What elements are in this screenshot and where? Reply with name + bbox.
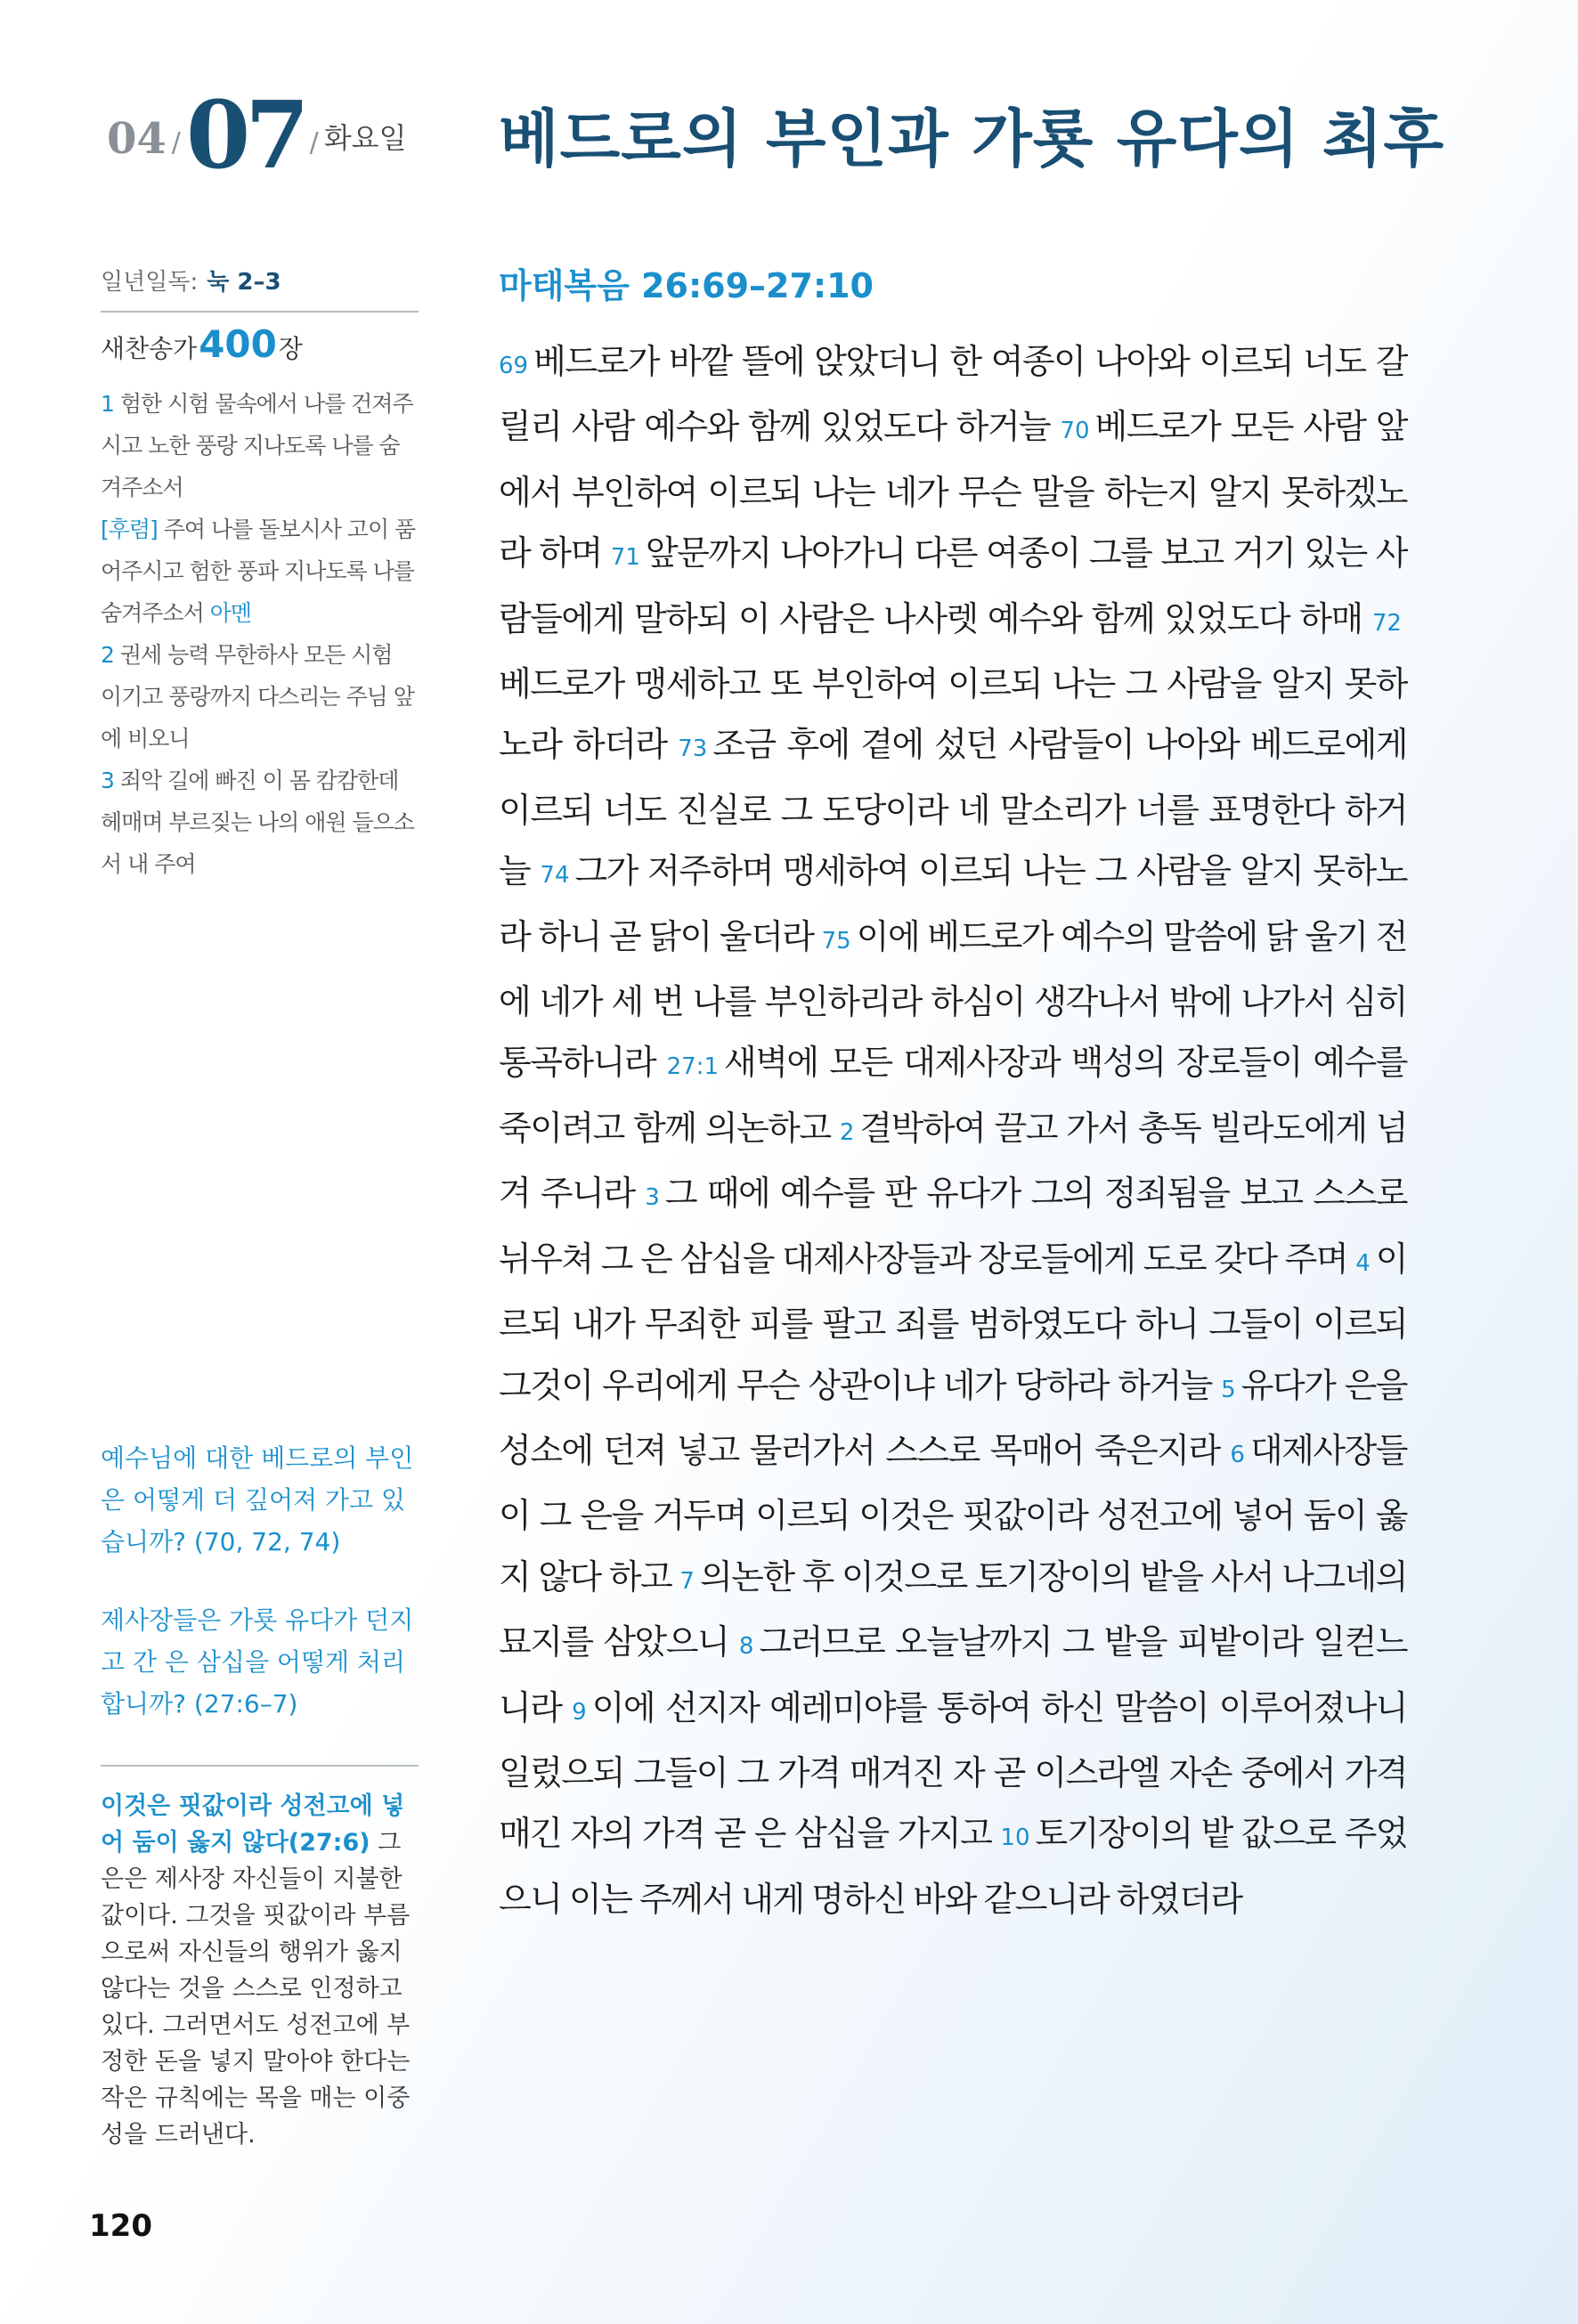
verse xyxy=(499,533,1407,638)
verse xyxy=(499,1174,1407,1278)
verse-text: 결박하여 끌고 가서 총독 빌라도에게 넘겨 주니라 xyxy=(499,1108,1407,1214)
hymn-lyrics xyxy=(101,383,419,885)
hymn-verse-text: 죄악 길에 빠진 이 몸 캄캄한데 헤매며 부르짖는 나의 애원 들으소서 내 주여 xyxy=(101,768,414,877)
verse-number: 75 xyxy=(821,927,851,955)
commentary-note xyxy=(101,1788,419,2153)
verse-number: 9 xyxy=(572,1698,587,1726)
verse-number: 70 xyxy=(1060,418,1090,445)
verse-text: 유다가 은을 성소에 던져 넣고 물러가서 스스로 목매어 죽은지라 xyxy=(499,1365,1407,1470)
hymn-verse-text: 권세 능력 무한하사 모든 시험 이기고 풍랑까지 다스리는 주님 앞에 비오니 xyxy=(101,642,414,752)
verse-text: 그가 저주하며 맹세하여 이르되 나는 그 사람을 알지 못하노라 하니 곧 닭이 울더라 xyxy=(499,851,1407,956)
verse-text: 이에 선지자 예레미야를 통하여 하신 말씀이 이루어졌나니 일렀으되 그들이 그 가격 매겨진 자 곧 이스라엘 자손 중에서 가격 매긴 자의 가격 곧 은 삼십을 가지고 xyxy=(499,1687,1407,1854)
date-month: 04 xyxy=(107,114,167,164)
hymn-verse-number: [후렴] xyxy=(101,516,158,542)
annual-reading xyxy=(101,264,419,297)
verse-number: 5 xyxy=(1221,1376,1236,1403)
verse-text: 그러므로 오늘날까지 그 밭을 피밭이라 일컫느니라 xyxy=(499,1622,1407,1727)
hymn-verse-text: 험한 시험 물속에서 나를 건져주시고 노한 풍랑 지나도록 나를 숨겨주소서 xyxy=(101,391,413,500)
verse-number: 7 xyxy=(679,1567,695,1595)
verse-text: 그 때에 예수를 판 유다가 그의 정죄됨을 보고 스스로 뉘우쳐 그 은 삼십을 대제사장들과 장로들에게 도로 갖다 주며 xyxy=(499,1174,1407,1279)
verse-number: 27:1 xyxy=(666,1053,720,1081)
verse-text: 베드로가 모든 사람 앞에서 부인하여 이르되 나는 네가 무슨 말을 하는지 알지 못하겠노라 하며 xyxy=(499,407,1407,573)
verse-number: 6 xyxy=(1230,1441,1245,1468)
sidebar-divider xyxy=(101,1765,419,1767)
hymn-number: 400 xyxy=(199,322,277,366)
sidebar-divider xyxy=(101,311,419,313)
verse-number: 2 xyxy=(839,1118,855,1146)
scripture-text xyxy=(499,331,1407,1930)
hymn-verse xyxy=(101,634,419,760)
date-day: 07 xyxy=(185,79,305,190)
verse-text: 토기장이의 밭 값으로 주었으니 이는 주께서 내게 명하신 바와 같으니라 하였더라 xyxy=(499,1814,1407,1919)
passage-reference: 마태복음 26:69–27:10 xyxy=(499,266,874,305)
reading-value: 눅 2–3 xyxy=(207,269,281,296)
verse-number: 69 xyxy=(499,353,529,379)
verse-number: 3 xyxy=(645,1184,660,1212)
page-number: 120 xyxy=(89,2208,152,2244)
reading-label: 일년일독: xyxy=(101,269,199,296)
hymn-verse-text: 주여 나를 돌보시사 고이 품어주시고 험한 풍파 지나도록 나를 숨겨주소서 xyxy=(101,516,416,626)
verse-text: 의논한 후 이것으로 토기장이의 밭을 사서 나그네의 묘지를 삼았으니 xyxy=(499,1556,1407,1662)
verse-number: 72 xyxy=(1371,609,1402,637)
hymn-verse xyxy=(101,760,419,885)
note-heading: 이것은 핏값이라 성전고에 넣어 둠이 옳지 않다(27:6) xyxy=(101,1792,405,1857)
verse-text: 이르되 내가 무죄한 피를 팔고 죄를 범하였도다 하니 그들이 이르되 그것이 우리에게 무슨 상관이냐 네가 당하라 하거늘 xyxy=(499,1239,1407,1405)
question-1: 예수님에 대한 베드로의 부인은 어떻게 더 깊어져 가고 있습니까? (70, 72, 74) xyxy=(101,1443,414,1556)
hymn-verse-number: 2 xyxy=(101,642,114,668)
note-body: 그 은은 제사장 자신들이 지불한 값이다. 그것을 핏값이라 부름으로써 자신들의 행위가 옳지 않다는 것을 스스로 인정하고 있다. 그러면서도 성전고에 부정한 돈을 넣지 말아야 한다는 작은 규칙에는 목을 매는 이중성을 드러낸다. xyxy=(101,1829,411,2149)
date-separator: / xyxy=(171,127,181,158)
verse-text: 베드로가 맹세하고 또 부인하여 이르되 나는 그 사람을 알지 못하노라 하더라 xyxy=(499,664,1407,765)
hymn-verse xyxy=(101,383,419,508)
verse-number: 8 xyxy=(738,1633,754,1661)
reflection-questions xyxy=(101,1437,419,1761)
hymn-suffix: 장 xyxy=(278,334,303,363)
hymn-amen: 아멘 xyxy=(209,600,252,626)
date-weekday: 화요일 xyxy=(323,121,407,155)
page-title: 베드로의 부인과 가룟 유다의 최후 xyxy=(499,102,1445,175)
verse-text: 앞문까지 나아가니 다른 여종이 그를 보고 거기 있는 사람들에게 말하되 이 사람은 나사렛 예수와 함께 있었도다 하매 xyxy=(499,533,1407,638)
hymn-verse-number: 1 xyxy=(101,391,114,417)
date-block xyxy=(107,79,407,190)
hymn-refrain xyxy=(101,508,419,634)
verse-number: 10 xyxy=(1000,1824,1030,1852)
verse-number: 4 xyxy=(1355,1249,1371,1277)
verse-text: 대제사장들이 그 은을 거두며 이르되 이것은 핏값이라 성전고에 넣어 둠이 옳지 않다 하고 xyxy=(499,1430,1407,1597)
hymn-prefix: 새찬송가 xyxy=(101,334,198,363)
verse-text: 베드로가 바깥 뜰에 앉았더니 한 여종이 나아와 이르되 너도 갈릴리 사람 예수와 함께 있었도다 하거늘 xyxy=(499,342,1407,447)
hymn-verse-number: 3 xyxy=(101,768,114,793)
question-2: 제사장들은 가룟 유다가 던지고 간 은 삼십을 어떻게 처리합니까? (27:6–7) xyxy=(101,1605,414,1719)
verse-number: 71 xyxy=(610,544,640,572)
verse-number: 73 xyxy=(678,735,708,763)
verse-text: 이에 베드로가 예수의 말씀에 닭 울기 전에 네가 세 번 나를 부인하리라 하심이 생각나서 밖에 나가서 심히 통곡하니라 xyxy=(499,916,1407,1083)
hymn-heading xyxy=(101,322,419,366)
date-separator: / xyxy=(309,127,319,158)
verse-number: 74 xyxy=(540,862,570,890)
verse-text: 조금 후에 곁에 섰던 사람들이 나아와 베드로에게 이르되 너도 진실로 그 도당이라 네 말소리가 너를 표명한다 하거늘 xyxy=(499,725,1407,891)
verse-text: 새벽에 모든 대제사장과 백성의 장로들이 예수를 죽이려고 함께 의논하고 xyxy=(499,1043,1407,1148)
